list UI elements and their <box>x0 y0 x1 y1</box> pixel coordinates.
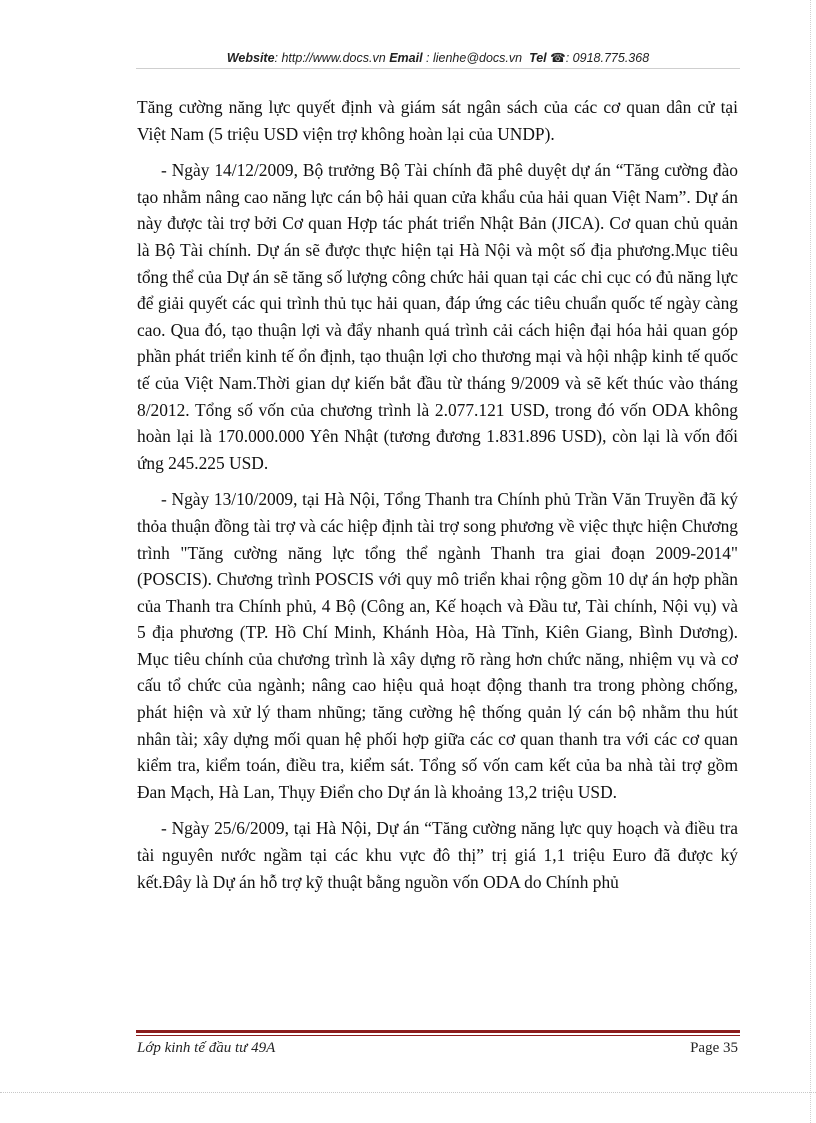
paragraph-jica-project: - Ngày 14/12/2009, Bộ trưởng Bộ Tài chính đã phê duyệt dự án “Tăng cường đào tạo nhằm nâng cao năng lực cán bộ hải quan cửa khẩu của hải quan Việt Nam”. Dự án này được tài trợ bởi Cơ quan Hợp tác phát triển Nhật Bản (JICA). Cơ quan chủ quản là Bộ Tài chính. Dự án sẽ được thực hiện tại Hà Nội và một số địa phương.Mục tiêu tổng thể của Dự án sẽ tăng số lượng công chức hải quan tại các chi cục có đủ năng lực để giải quyết các qui trình thủ tục hải quan, đáp ứng các tiêu chuẩn quốc tế ngày càng cao. Qua đó, tạo thuận lợi và đẩy nhanh quá trình cải cách hiện đại hóa hải quan góp phần phát triển kinh tế ổn định, tạo thuận lợi cho thương mại và hội nhập kinh tế quốc tế của Việt Nam.Thời gian dự kiến bắt đầu từ tháng 9/2009 và sẽ kết thúc vào tháng 8/2012. Tổng số vốn của chương trình là 2.077.121 USD, trong đó vốn ODA không hoàn lại là 170.000.000 Yên Nhật (tương đương 1.831.896 USD), còn lại là vốn đối ứng 245.225 USD. <box>137 160 738 473</box>
footer-divider-thin <box>136 1035 740 1036</box>
page-edge-bottom <box>0 1092 816 1093</box>
header-divider <box>136 68 740 69</box>
email-address[interactable]: : lienhe@docs.vn <box>422 51 523 65</box>
paragraph-continuation: Tăng cường năng lực quyết định và giám sát ngân sách của các cơ quan dân cử tại Việt Nam (5 triệu USD viện trợ không hoàn lại của UNDP). <box>137 97 738 144</box>
footer-class-name: Lớp kinh tế đầu tư 49A <box>137 1040 276 1056</box>
page-edge-right <box>810 0 811 1123</box>
website-label: Website <box>226 51 275 65</box>
footer-divider-thick <box>136 1030 740 1033</box>
tel-label: Tel <box>529 51 547 65</box>
email-label: Email <box>389 51 423 65</box>
paragraph-poscis-program: - Ngày 13/10/2009, tại Hà Nội, Tổng Thanh tra Chính phủ Trần Văn Truyền đã ký thỏa thuận đồng tài trợ và các hiệp định tài trợ song phương về việc thực hiện Chương trình "Tăng cường năng lực tổng thể ngành Thanh tra giai đoạn 2009-2014" (POSCIS). Chương trình POSCIS với quy mô triển khai rộng gồm 10 dự án hợp phần của Thanh tra Chính phủ, 4 Bộ (Công an, Kế hoạch và Đầu tư, Tài chính, Nội vụ) và 5 địa phương (TP. Hồ Chí Minh, Khánh Hòa, Hà Tĩnh, Kiên Giang, Bình Dương). Mục tiêu chính của chương trình là xây dựng rõ ràng hơn chức năng, nhiệm vụ và cơ cấu tổ chức của ngành; nâng cao hiệu quả hoạt động thanh tra trong phòng chống, phát hiện và xử lý tham nhũng; tăng cường hệ thống quản lý cán bộ nhằm thu hút nhân tài; xây dựng mối quan hệ phối hợp giữa các cơ quan thanh tra với các cơ quan kiểm tra, kiểm toán, điều tra, kiểm sát. Tổng số vốn cam kết của ba nhà tài trợ gồm Đan Mạch, Hà Lan, Thụy Điển cho Dự án là khoảng 13,2 triệu USD. <box>137 489 738 802</box>
page-header <box>136 50 740 65</box>
website-url[interactable]: : http://www.docs.vn <box>274 51 386 65</box>
phone-icon: ☎ <box>550 51 566 65</box>
page-number: Page 35 <box>690 1040 738 1056</box>
paragraph-groundwater-project: - Ngày 25/6/2009, tại Hà Nội, Dự án “Tăng cường năng lực quy hoạch và điều tra tài nguyên nước ngầm tại các khu vực đô thị” trị giá 1,1 triệu Euro đã được ký kết.Đây là Dự án hỗ trợ kỹ thuật bằng nguồn vốn ODA do Chính phủ <box>137 818 738 892</box>
page-footer <box>137 1040 738 1057</box>
document-body <box>137 94 738 905</box>
tel-number: : 0918.775.368 <box>565 51 650 65</box>
